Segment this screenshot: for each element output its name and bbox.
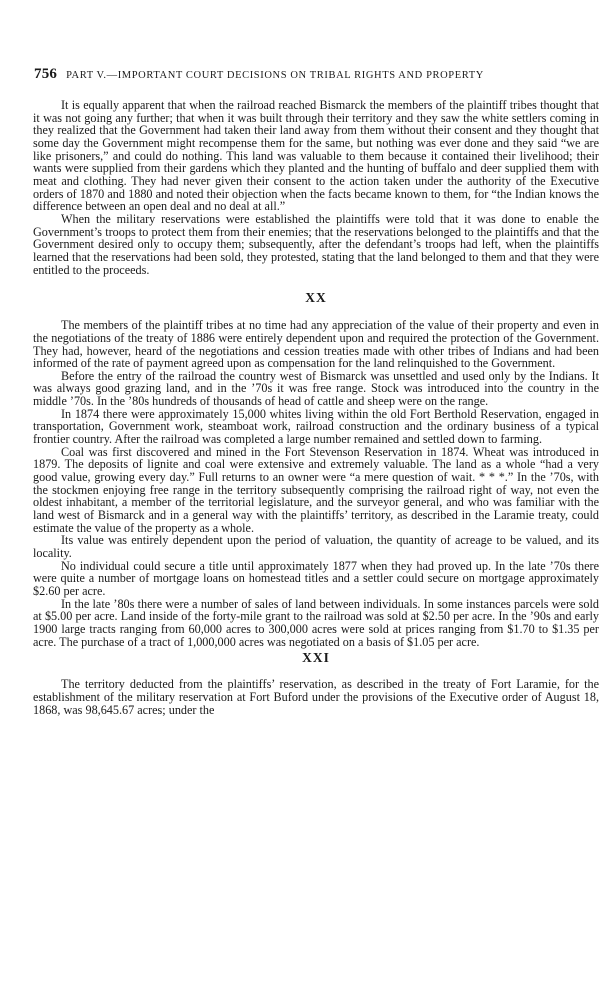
paragraph: The members of the plaintiff tribes at no time had any appreciation of the value of their property and even in the negotiations of the treaty of 1886 were entirely dependent upon and required the protection of the Government. They had, however, heard of the negotiations and cession treaties made with other tribes of Indians and had been informed of the rate of payment agreed upon as compensation for the land relinquished to the Government. [33, 318, 599, 371]
paragraph: No individual could secure a title until approximately 1877 when they had proved up. In the late ’70s there were quite a number of mortgage loans on homestead titles and a settler could secure on mortgage approximately $2.60 per acre. [33, 558, 599, 598]
paragraph: The territory deducted from the plaintiffs’ reservation, as described in the treaty of Fort Laramie, for the establishment of the military reservation at Fort Buford under the provisions of the Executive order of August 18, 1868, was 98,645.67 acres; under the [33, 677, 599, 717]
paragraph: Its value was entirely dependent upon the period of valuation, the quantity of acreage to be valued, and its locality. [33, 533, 599, 560]
section-heading-xxi: XXI [302, 650, 330, 666]
paragraph: In 1874 there were approximately 15,000 whites living within the old Fort Berthold Reservation, engaged in transportation, Government work, steamboat work, railroad construction and the ordinary business of a typical frontier country. After the railroad was completed a large number remained and settled down to farming. [33, 406, 599, 447]
running-head [34, 66, 594, 83]
running-title: PART V.—IMPORTANT COURT DECISIONS ON TRIBAL RIGHTS AND PROPERTY [66, 70, 484, 81]
paragraph: Coal was first discovered and mined in the Fort Stevenson Reservation in 1874. Wheat was introduced in 1879. The deposits of lignite and coal were extensive and extremely valuable. The land as a whole “had a very good value, growing every day.” Full returns to an owner were “a mere question of wait. * * *.” In the ’70s, with the stockmen enjoying free range in the territory subsequently comprising the railroad right of way, not even the oldest inhabitant, a member of the territorial legislature, and the surveyor general, and who was familiar with the land west of Bismarck and in a general way with the plaintiffs’ territory, as described in the Laramie treaty, could estimate the value of the property as a whole. [33, 444, 599, 535]
paragraph: When the military reservations were established the plaintiffs were told that it was done to enable the Government’s troops to protect them from their enemies; that the reservations belonged to the plaintiffs and that the Government desired only to occupy them; subsequently, after the defendant’s troops had left, when the plaintiffs learned that the reservations had been sold, they protested, stating that the land belonged to them and that they were entitled to the proceeds. [33, 211, 599, 277]
document-body [33, 99, 599, 716]
paragraph: It is equally apparent that when the railroad reached Bismarck the members of the plaintiff tribes thought that it was not going any further; that when it was built through their territory and they saw the white settlers coming in they realized that the Government had taken their land away from them without their consent and they thought that some day the Government might recompense them for the same, but nothing was ever done and they said “we are like prisoners,” and could do nothing. This land was valuable to them because it contained their livelihood; their wants were supplied from their gardens which they planted and the hunting of buffalo and deer supplied them with meat and clothing. They had never given their consent to the action taken under the authority of the Executive orders of 1870 and 1880 and noted their objection when the facts became known to them, for “the Indian knows the difference between an open deal and no deal at all.” [33, 98, 599, 214]
paragraph: In the late ’80s there were a number of sales of land between individuals. In some instances parcels were sold at $5.00 per acre. Land inside of the forty-mile grant to the railroad was sold at $2.50 per acre. In the ’90s and early 1900 large tracts ranging from 60,000 acres to 300,000 acres were sold at prices ranging from $1.70 to $1.35 per acre. The purchase of a tract of 1,000,000 acres was negotiated on a basis of $1.05 per acre. [33, 596, 599, 649]
paragraph: Before the entry of the railroad the country west of Bismarck was unsettled and used only by the Indians. It was always good grazing land, and in the ’70s it was free range. Stock was introduced into the country in the middle ’70s. In the ’80s hundreds of thousands of head of cattle and sheep were on the range. [33, 368, 599, 409]
page-number: 756 [34, 66, 58, 82]
section-heading-xx: XX [305, 290, 327, 306]
